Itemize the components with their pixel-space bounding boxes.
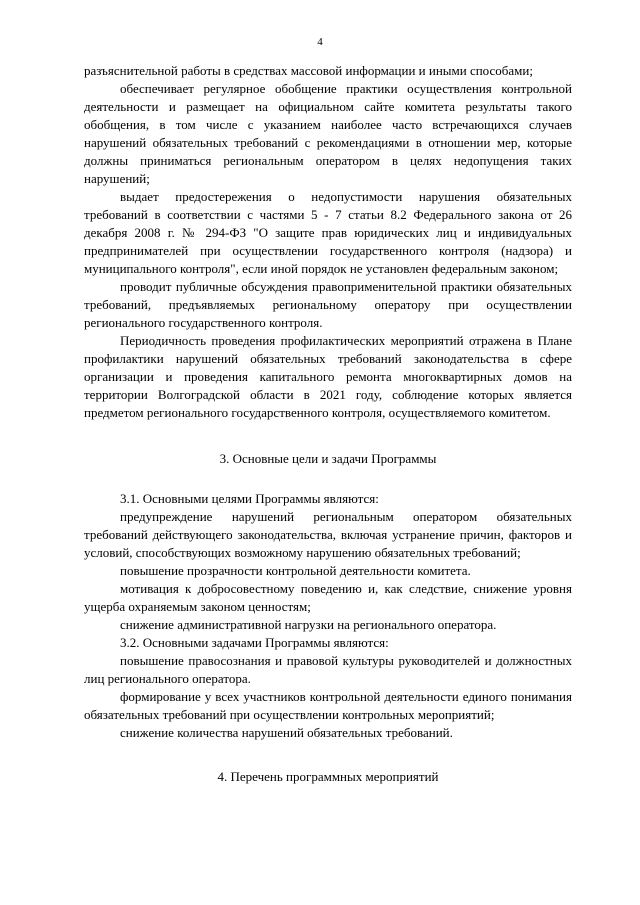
paragraph: предупреждение нарушений региональным оператором обязательных требований действующего законодательства, включая устранение причин, факторов и условий, способствующих возможному нарушению обязательных требований;	[84, 509, 572, 560]
page-number: 4	[317, 36, 323, 48]
paragraph: мотивация к добросовестному поведению и, как следствие, снижение уровня ущерба охраняемым законом ценностям;	[84, 581, 572, 614]
paragraph: повышение правосознания и правовой культуры руководителей и должностных лиц регионального оператора.	[84, 653, 572, 686]
section-heading-4: 4. Перечень программных мероприятий	[217, 769, 439, 784]
paragraph: Периодичность проведения профилактических мероприятий отражена в Плане профилактики нарушений обязательных требований законодательства в сфере организации и проведения капитального ремонта многоквартирных домов на территории Волгоградской области в 2021 году, соблюдение которых является предметом регионального государственного контроля, осуществляемого комитетом.	[84, 333, 572, 420]
paragraph: снижение административной нагрузки на регионального оператора.	[120, 617, 497, 632]
paragraph: выдает предостережения о недопустимости нарушения обязательных требований в соответствии с частями 5 - 7 статьи 8.2 Федерального закона от 26 декабря 2008 г. № 294-ФЗ "О защите прав юридических лиц и индивидуальных предпринимателей при осуществлении государственного контроля (надзора) и муниципального контроля", если иной порядок не установлен федеральным законом;	[84, 189, 572, 276]
section-heading-3: 3. Основные цели и задачи Программы	[219, 451, 437, 466]
paragraph-group-section-3	[84, 490, 572, 742]
document-body	[84, 62, 572, 786]
paragraph-group-intro	[84, 62, 572, 422]
paragraph: 3.1. Основными целями Программы являются:	[120, 491, 379, 506]
paragraph: повышение прозрачности контрольной деятельности комитета.	[120, 563, 471, 578]
paragraph: снижение количества нарушений обязательных требований.	[120, 725, 453, 740]
paragraph: формирование у всех участников контрольной деятельности единого понимания обязательных требований при осуществлении контрольных мероприятий;	[84, 689, 572, 722]
paragraph: обеспечивает регулярное обобщение практики осуществления контрольной деятельности и размещает на официальном сайте комитета результаты такого обобщения, в том числе с указанием наиболее часто встречающихся случаев нарушений обязательных требований с рекомендациями в отношении мер, которые должны приниматься региональным оператором в целях недопущения таких нарушений;	[84, 81, 572, 186]
paragraph: проводит публичные обсуждения правоприменительной практики обязательных требований, предъявляемых региональному оператору при осуществлении регионального государственного контроля.	[84, 279, 572, 330]
paragraph: 3.2. Основными задачами Программы являются:	[120, 635, 389, 650]
paragraph: разъяснительной работы в средствах массовой информации и иными способами;	[84, 63, 533, 78]
